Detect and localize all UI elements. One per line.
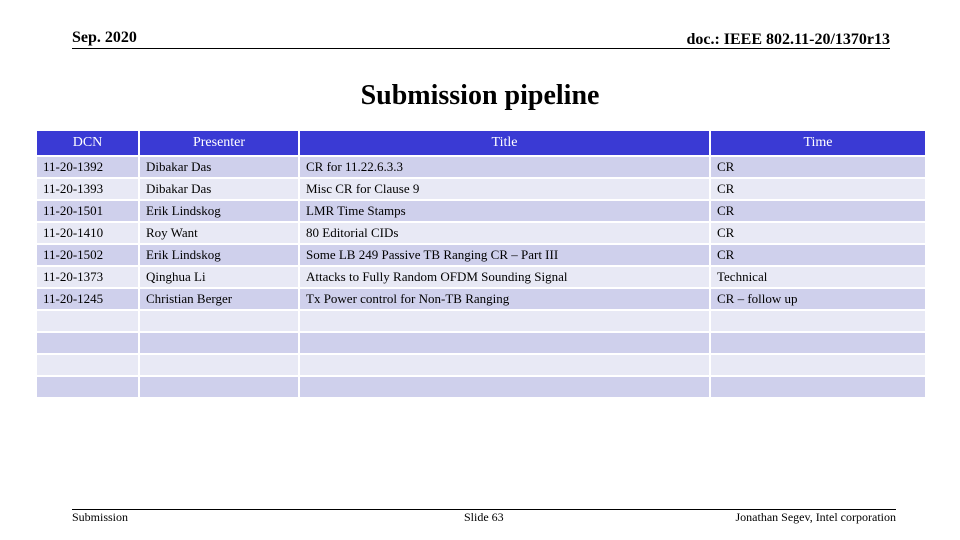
header-date: Sep. 2020 bbox=[72, 29, 137, 46]
cell-dcn bbox=[36, 354, 139, 376]
cell-presenter: Erik Lindskog bbox=[139, 244, 299, 266]
cell-time: CR bbox=[710, 178, 926, 200]
cell-presenter bbox=[139, 376, 299, 398]
cell-presenter: Christian Berger bbox=[139, 288, 299, 310]
table-row bbox=[36, 266, 926, 288]
table-row bbox=[36, 376, 926, 398]
cell-presenter bbox=[139, 354, 299, 376]
cell-time bbox=[710, 376, 926, 398]
footer-author: Jonathan Segev, Intel corporation bbox=[735, 510, 896, 524]
cell-title: LMR Time Stamps bbox=[299, 200, 710, 222]
table-row bbox=[36, 244, 926, 266]
cell-dcn: 11-20-1502 bbox=[36, 244, 139, 266]
cell-title: Misc CR for Clause 9 bbox=[299, 178, 710, 200]
column-header-title: Title bbox=[299, 130, 710, 156]
cell-presenter: Roy Want bbox=[139, 222, 299, 244]
cell-time bbox=[710, 332, 926, 354]
cell-title: Attacks to Fully Random OFDM Sounding Signal bbox=[299, 266, 710, 288]
table-row bbox=[36, 288, 926, 310]
cell-time: CR bbox=[710, 222, 926, 244]
cell-title bbox=[299, 354, 710, 376]
footer-submission: Submission bbox=[72, 510, 129, 524]
table-row bbox=[36, 178, 926, 200]
slide-title: Submission pipeline bbox=[360, 80, 600, 111]
table-row bbox=[36, 332, 926, 354]
cell-dcn: 11-20-1245 bbox=[36, 288, 139, 310]
cell-title bbox=[299, 310, 710, 332]
cell-time bbox=[710, 310, 926, 332]
table-header-row bbox=[36, 130, 926, 156]
cell-title: Some LB 249 Passive TB Ranging CR – Part III bbox=[299, 244, 710, 266]
table-row bbox=[36, 354, 926, 376]
cell-title: CR for 11.22.6.3.3 bbox=[299, 156, 710, 178]
cell-time: CR bbox=[710, 156, 926, 178]
cell-dcn bbox=[36, 310, 139, 332]
cell-presenter bbox=[139, 310, 299, 332]
cell-dcn bbox=[36, 376, 139, 398]
column-header-time: Time bbox=[710, 130, 926, 156]
cell-dcn: 11-20-1392 bbox=[36, 156, 139, 178]
cell-time: CR – follow up bbox=[710, 288, 926, 310]
cell-presenter: Dibakar Das bbox=[139, 178, 299, 200]
cell-time bbox=[710, 354, 926, 376]
table-row bbox=[36, 156, 926, 178]
cell-presenter: Erik Lindskog bbox=[139, 200, 299, 222]
column-header-presenter: Presenter bbox=[139, 130, 299, 156]
header-divider bbox=[72, 48, 890, 49]
cell-dcn bbox=[36, 332, 139, 354]
table-row bbox=[36, 222, 926, 244]
submission-pipeline-table bbox=[35, 129, 927, 399]
header-doc-id: doc.: IEEE 802.11-20/1370r13 bbox=[686, 31, 890, 48]
cell-title: 80 Editorial CIDs bbox=[299, 222, 710, 244]
cell-dcn: 11-20-1410 bbox=[36, 222, 139, 244]
cell-dcn: 11-20-1501 bbox=[36, 200, 139, 222]
cell-dcn: 11-20-1393 bbox=[36, 178, 139, 200]
cell-dcn: 11-20-1373 bbox=[36, 266, 139, 288]
cell-presenter bbox=[139, 332, 299, 354]
column-header-dcn: DCN bbox=[36, 130, 139, 156]
table-row bbox=[36, 200, 926, 222]
cell-presenter: Qinghua Li bbox=[139, 266, 299, 288]
table-row bbox=[36, 310, 926, 332]
cell-title bbox=[299, 376, 710, 398]
cell-time: CR bbox=[710, 200, 926, 222]
footer-slide-number: Slide 63 bbox=[464, 510, 504, 524]
cell-time: CR bbox=[710, 244, 926, 266]
cell-title: Tx Power control for Non-TB Ranging bbox=[299, 288, 710, 310]
cell-presenter: Dibakar Das bbox=[139, 156, 299, 178]
cell-title bbox=[299, 332, 710, 354]
cell-time: Technical bbox=[710, 266, 926, 288]
